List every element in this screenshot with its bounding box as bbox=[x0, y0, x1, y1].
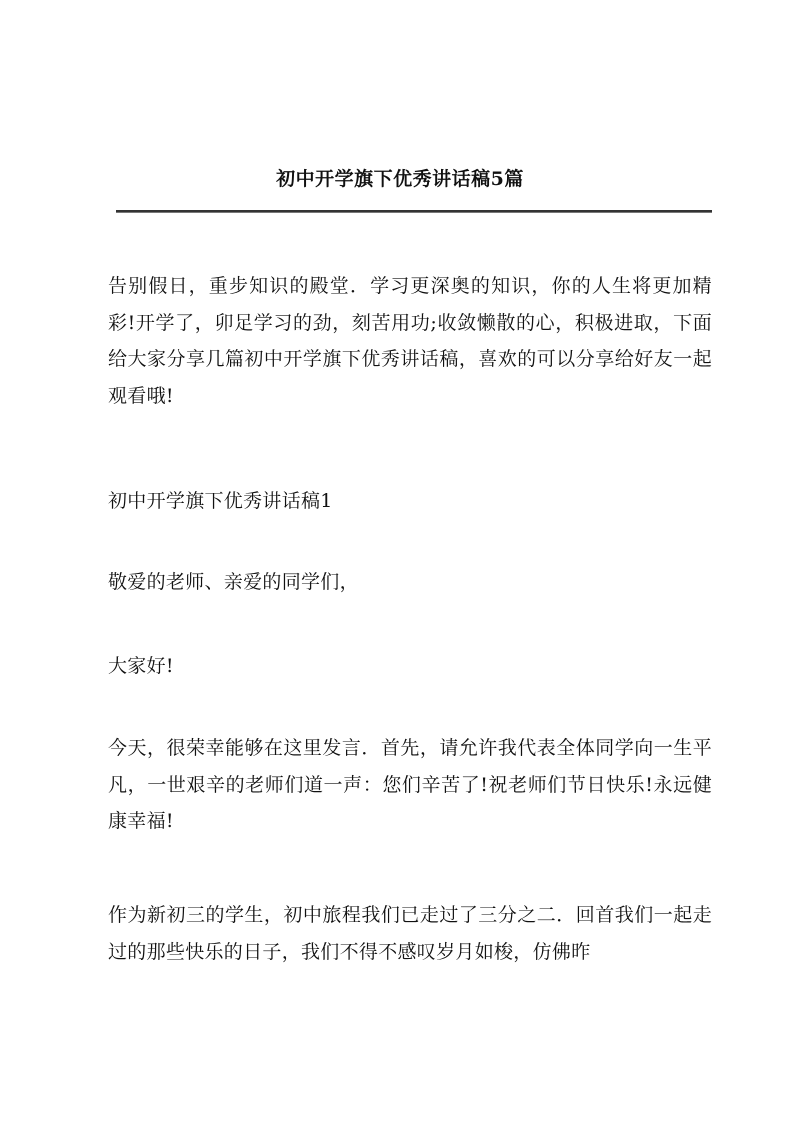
document-title: 初中开学旗下优秀讲话稿5篇 bbox=[276, 168, 524, 190]
greeting: 大家好! bbox=[108, 655, 174, 677]
section-heading: 初中开学旗下优秀讲话稿1 bbox=[108, 490, 333, 512]
body-paragraph: 作为新初三的学生，初中旅程我们已走过了三分之二．回首我们一起走过的那些快乐的日子，我们不得不感叹岁月如梭，仿佛昨 bbox=[108, 904, 712, 963]
intro-paragraph: 告别假日，重步知识的殿堂．学习更深奥的知识，你的人生将更加精彩!开学了，卯足学习的劲，刻苦用功;收敛懒散的心，积极进取，下面给大家分享几篇初中开学旗下优秀讲话稿，喜欢的可以分享给好友一起观看哦! bbox=[108, 275, 712, 407]
title-divider bbox=[116, 210, 712, 213]
body-paragraph: 今天，很荣幸能够在这里发言．首先，请允许我代表全体同学向一生平凡，一世艰辛的老师们道一声：您们辛苦了!祝老师们节日快乐!永远健康幸福! bbox=[108, 737, 712, 832]
salutation: 敬爱的老师、亲爱的同学们， bbox=[108, 571, 359, 593]
